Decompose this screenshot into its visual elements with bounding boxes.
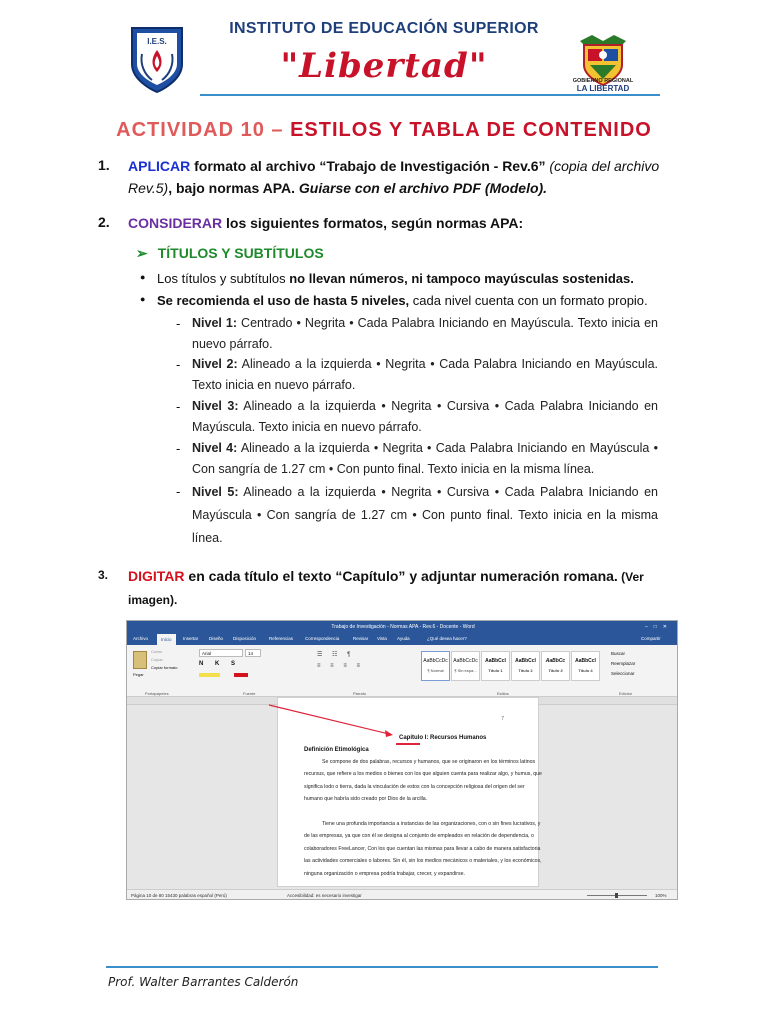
zoom-level[interactable]: 100% (655, 893, 667, 898)
style-sample: AaBbCcl (515, 658, 536, 664)
item-2-text (128, 212, 523, 234)
dash-icon: - (176, 316, 181, 331)
zoom-slider-thumb[interactable] (615, 893, 618, 898)
tab-diseno[interactable]: Diseño (209, 636, 224, 641)
item-3-bold: en cada título el texto “Capítulo” y adjuntar numeración romana. (184, 568, 618, 584)
bullet-1-bold: no llevan números, ni tampoco mayúsculas sostenidas. (289, 271, 634, 286)
paragraph-1: Se compone de dos palabras, recursos y humanos, que se originaron en los términos latinos recursus, que refiere a los medios o bienes con los que alguien cuenta para realizar algo, y humus, que significa lodo o tierra, dada la vinculación de estos con la concepción religiosa del origen del ser humano que habría sido creado por Dios de la arcilla. (304, 759, 542, 803)
share-button[interactable]: Compartir (641, 636, 661, 641)
level-1-label: Nivel 1: (192, 316, 238, 330)
style-sample: AaBbCc (545, 658, 566, 664)
section-heading: Definición Etimológica (304, 747, 369, 753)
item-3-small: (Ver imagen). (128, 570, 644, 607)
level-2-label: Nivel 2: (192, 357, 238, 371)
institute-name: "Libertad" (280, 46, 488, 86)
word-ribbon (127, 645, 678, 697)
select-button[interactable]: Seleccionar (611, 671, 635, 676)
word-window-title: Trabajo de Investigación - Normas APA - Rev.6 - Docente - Word (331, 624, 475, 630)
item-1-italic: (copia del archivo Rev.5) (128, 158, 660, 196)
item-2-bold: los siguientes formatos, según normas APA: (222, 215, 524, 231)
item-1-text (128, 155, 668, 199)
level-4-label: Nivel 4: (192, 441, 238, 455)
word-title-bar (127, 621, 678, 634)
format-painter-label[interactable]: Copiar formato (151, 665, 178, 670)
subheading (136, 245, 324, 262)
copy-label[interactable]: Copiar (151, 657, 163, 662)
paragraph-2: Tiene una profunda importancia a instancias de las organizaciones, con o sin fines lucrativos, y de las empresas, ya que con él se designa al conjunto de empleados en relación de dependencia, o colaboradores FreeLancer, Con los que cuentan las mismas para llevar a cabo de manera satisfactoria las actividades comerciales o labores. Sin él, sin los medios mecánicos o materiales, y los económicos, ninguna organización o empresa podría trabajar, crecer, y expandirse. (304, 821, 542, 877)
bullet-2-bold: Se recomienda el uso de hasta 5 niveles, (157, 293, 410, 308)
paste-icon[interactable] (133, 651, 147, 669)
page-number: 7 (501, 716, 504, 722)
footer-author: Prof. Walter Barrantes Calderón (108, 975, 299, 989)
svg-text:I.E.S.: I.E.S. (147, 37, 167, 46)
group-clipboard: Portapapeles (145, 691, 169, 696)
group-styles: Estilos (497, 691, 509, 696)
alignment-buttons[interactable]: ≡ ≡ ≡ ≡ (317, 663, 365, 669)
level-5-label: Nivel 5: (192, 485, 239, 499)
tab-revisar[interactable]: Revisar (353, 636, 369, 641)
paragraph-buttons[interactable]: ☰ ☷ ¶ (317, 652, 355, 658)
dash-icon: - (176, 399, 181, 414)
level-3-text: Alineado a la izquierda • Negrita • Cursiva • Cada Palabra Iniciando en Mayúscula. Texto inicia en nuevo párrafo. (192, 399, 658, 434)
footer-divider (106, 966, 658, 968)
activity-topic: ESTILOS Y TABLA DE CONTENIDO (290, 119, 652, 141)
window-controls-icon[interactable]: –□✕ (645, 624, 673, 630)
group-font: Fuente (243, 691, 256, 696)
tab-archivo[interactable]: Archivo (133, 636, 149, 641)
arrow-bullet-icon: ➢ (136, 245, 148, 261)
word-ribbon-tabs (127, 634, 678, 645)
activity-number: ACTIVIDAD 10 – (116, 119, 291, 141)
style-sample: AaBbCcl (575, 658, 596, 664)
item-3-text (128, 565, 668, 611)
item-3-keyword: DIGITAR (128, 568, 185, 584)
seal-caption-line2: LA LIBERTAD (576, 84, 630, 93)
style-sin-espaciado[interactable] (451, 651, 480, 681)
level-2 (192, 354, 658, 396)
paste-label[interactable]: Pegar (133, 672, 144, 677)
document-page[interactable] (277, 697, 542, 887)
level-4 (192, 438, 658, 480)
header-divider (200, 94, 660, 96)
tab-correspondencia[interactable]: Correspondencia (305, 636, 340, 641)
activity-title (0, 119, 768, 142)
level-3 (192, 396, 658, 438)
style-name: ¶ Normal (427, 668, 444, 673)
status-page-words: Página 10 de 80 15430 palabras español (Perú) (131, 893, 227, 898)
level-1-text: Centrado • Negrita • Cada Palabra Iniciando en Mayúscula. Texto inicia en nuevo párrafo. (192, 316, 658, 351)
style-titulo-2[interactable] (511, 651, 540, 681)
page-header (0, 0, 768, 100)
style-name: Título 3 (548, 668, 563, 673)
font-size-field[interactable]: 14 (245, 649, 261, 657)
dash-icon: - (176, 441, 181, 456)
level-5-text: Alineado a la izquierda • Negrita • Cursiva • Cada Palabra Iniciando en Mayúscula • Con sangría de 1.27 cm • Con punto final. Texto inicia en la misma línea. (192, 485, 658, 545)
bullet-2 (157, 293, 648, 308)
style-sample: AaBbCcDc (423, 658, 448, 664)
tab-disposicion[interactable]: Disposición (233, 636, 257, 641)
style-titulo-3[interactable] (541, 651, 570, 681)
item-number-1: 1. (98, 157, 110, 173)
level-4-text: Alineado a la izquierda • Negrita • Cada Palabra Iniciando en Mayúscula • Con sangría de 1.27 cm • Con punto final. Texto inicia en la misma línea. (192, 441, 658, 476)
item-1-bold-italic: Guiarse con el archivo PDF (Modelo). (295, 180, 548, 196)
cut-label[interactable]: Cortar (151, 649, 163, 654)
style-titulo-1[interactable] (481, 651, 510, 681)
tab-vista[interactable]: Vista (377, 636, 387, 641)
group-editing: Edición (619, 691, 633, 696)
style-normal[interactable] (421, 651, 450, 681)
item-1-bold: formato al archivo “Trabajo de Investigación - Rev.6” (190, 158, 546, 174)
item-2-keyword: CONSIDERAR (128, 215, 223, 231)
bullet-2-plain: cada nivel cuenta con un formato propio. (409, 293, 648, 308)
status-accessibility[interactable]: Accesibilidad: es necesario investigar (287, 893, 362, 898)
item-number-3: 3. (98, 568, 109, 582)
subheading-label: TÍTULOS Y SUBTÍTULOS (157, 245, 324, 261)
item-1-bold2: , bajo normas APA. (168, 180, 296, 196)
bullet-1 (157, 271, 634, 286)
dash-icon: - (176, 357, 181, 372)
word-screenshot (126, 620, 678, 900)
tab-ayuda[interactable]: Ayuda (397, 636, 410, 641)
replace-button[interactable]: Reemplazar (611, 661, 636, 666)
style-sample: AaBbCcl (485, 658, 506, 664)
style-name: Título 1 (488, 668, 503, 673)
tab-insertar[interactable]: Insertar (183, 636, 199, 641)
tell-me-search[interactable]: ¿Qué desea hacer? (427, 636, 467, 641)
font-name-field[interactable]: Arial (199, 649, 243, 657)
tab-referencias[interactable]: Referencias (269, 636, 294, 641)
style-name: Título 4 (578, 668, 593, 673)
font-format-buttons[interactable]: N K S (199, 661, 241, 667)
level-3-label: Nivel 3: (192, 399, 239, 413)
level-5 (192, 481, 658, 550)
item-number-2: 2. (98, 214, 110, 230)
tab-inicio[interactable]: Inicio (157, 634, 176, 645)
bullet-1-plain: Los títulos y subtítulos (157, 271, 290, 286)
level-1 (192, 313, 658, 355)
item-1-keyword: APLICAR (128, 158, 191, 174)
seal-caption-line1: GOBIERNO REGIONAL (572, 78, 634, 84)
find-button[interactable]: Buscar (611, 651, 626, 656)
style-titulo-4[interactable] (571, 651, 600, 681)
chapter-heading: Capítulo I: Recursos Humanos (399, 735, 487, 741)
dash-icon: - (176, 484, 181, 499)
level-2-text: Alineado a la izquierda • Negrita • Cada Palabra Iniciando en Mayúscula. Texto inicia en nuevo párrafo. (192, 357, 658, 392)
group-paragraph: Párrafo (353, 691, 367, 696)
chapter-underline-highlight (396, 743, 420, 745)
style-name: Título 2 (518, 668, 533, 673)
word-status-bar (127, 889, 678, 900)
institute-line: INSTITUTO DE EDUCACIÓN SUPERIOR (229, 20, 539, 37)
style-sample: AaBbCcDc (453, 658, 478, 664)
highlight-color-icon[interactable] (199, 673, 269, 677)
style-name: ¶ Sin espa... (454, 668, 477, 673)
seal-caption (568, 78, 638, 94)
